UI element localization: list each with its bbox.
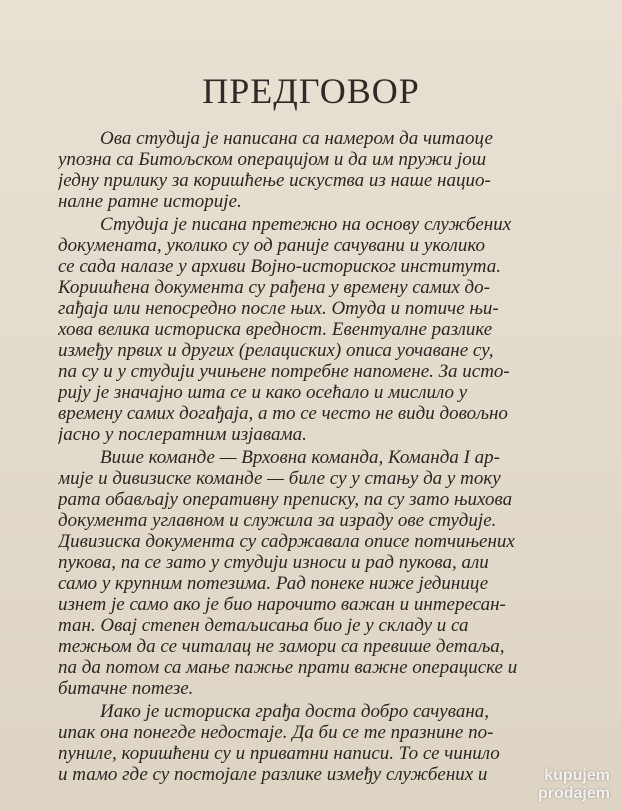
page-title: ПРЕДГОВОР <box>202 71 420 111</box>
text-line: пукова, па се зато у студији износи и рад пукова, али <box>58 552 489 573</box>
text-line: између првих и других (релациских) описа уочаване су, <box>58 340 494 361</box>
watermark-logo <box>538 767 610 803</box>
text-line: документа углавном и служила за израду ове студије. <box>58 510 497 531</box>
watermark-line-1: kupujem <box>544 767 610 784</box>
text-line: једну прилику за коришћење искуства из наше нацио- <box>58 170 491 191</box>
text-line: налне ратне историје. <box>58 191 242 212</box>
text-line: изнет је само ако је био нарочито важан и интересан- <box>58 594 506 615</box>
text-line: тежњом да се читалац не замори са превише детаља, <box>58 636 505 657</box>
text-line: рата обављају оперативну преписку, па су зато њихова <box>58 489 513 510</box>
text-line: Више команде — Врховна команда, Команда I ар- <box>100 447 500 468</box>
text-line: гађаја или непосредно после њих. Отуда и потиче њи- <box>58 298 499 319</box>
text-line: Иако је историска грађа доста добро сачувана, <box>100 701 490 722</box>
text-line: па су и у студији учињене потребне напомене. За исто- <box>58 361 510 382</box>
text-line: Ова студија је написана са намером да читаоце <box>100 128 493 149</box>
text-line: се сада налазе у архиви Војно-историског института. <box>58 256 501 277</box>
text-line: јасно у послератним изјавама. <box>58 424 307 445</box>
text-line: докумената, уколико су од раније сачувани и уколико <box>58 235 486 256</box>
text-line: па да потом са мање пажње прати важне операциске и <box>58 657 518 678</box>
text-line: упозна са Битољском операцијом и да им пружи још <box>58 149 487 170</box>
text-line: само у крупним потезима. Рад понеке ниже јединице <box>58 573 489 594</box>
text-line: хова велика историска вредност. Евентуалне разлике <box>58 319 493 340</box>
text-line: битачне потезе. <box>58 678 194 699</box>
text-line: тан. Овај степен детаљисања био је у складу и са <box>58 615 469 636</box>
watermark-line-2: prodajem <box>537 785 610 802</box>
text-line: Студија је писана претежно на основу службених <box>100 214 512 235</box>
text-line: Коришћена документа су рађена у времену самих до- <box>58 277 490 298</box>
text-line: и тамо где су постојале разлике између службених и <box>58 764 488 785</box>
text-line: пуниле, коришћени су и приватни написи. То се чинило <box>58 743 500 764</box>
text-line: ипак она понегде недостаје. Да би се те празнине по- <box>58 722 494 743</box>
text-line: времену самих догађаја, а то се често не види довољно <box>58 403 508 424</box>
text-line: Дивизиска документа су садржавала описе потчињених <box>58 531 515 552</box>
text-line: рију је значајно шта се и како осећало и мислило у <box>58 382 468 403</box>
text-line: мије и дивизиске команде — биле су у стању да у току <box>58 468 501 489</box>
